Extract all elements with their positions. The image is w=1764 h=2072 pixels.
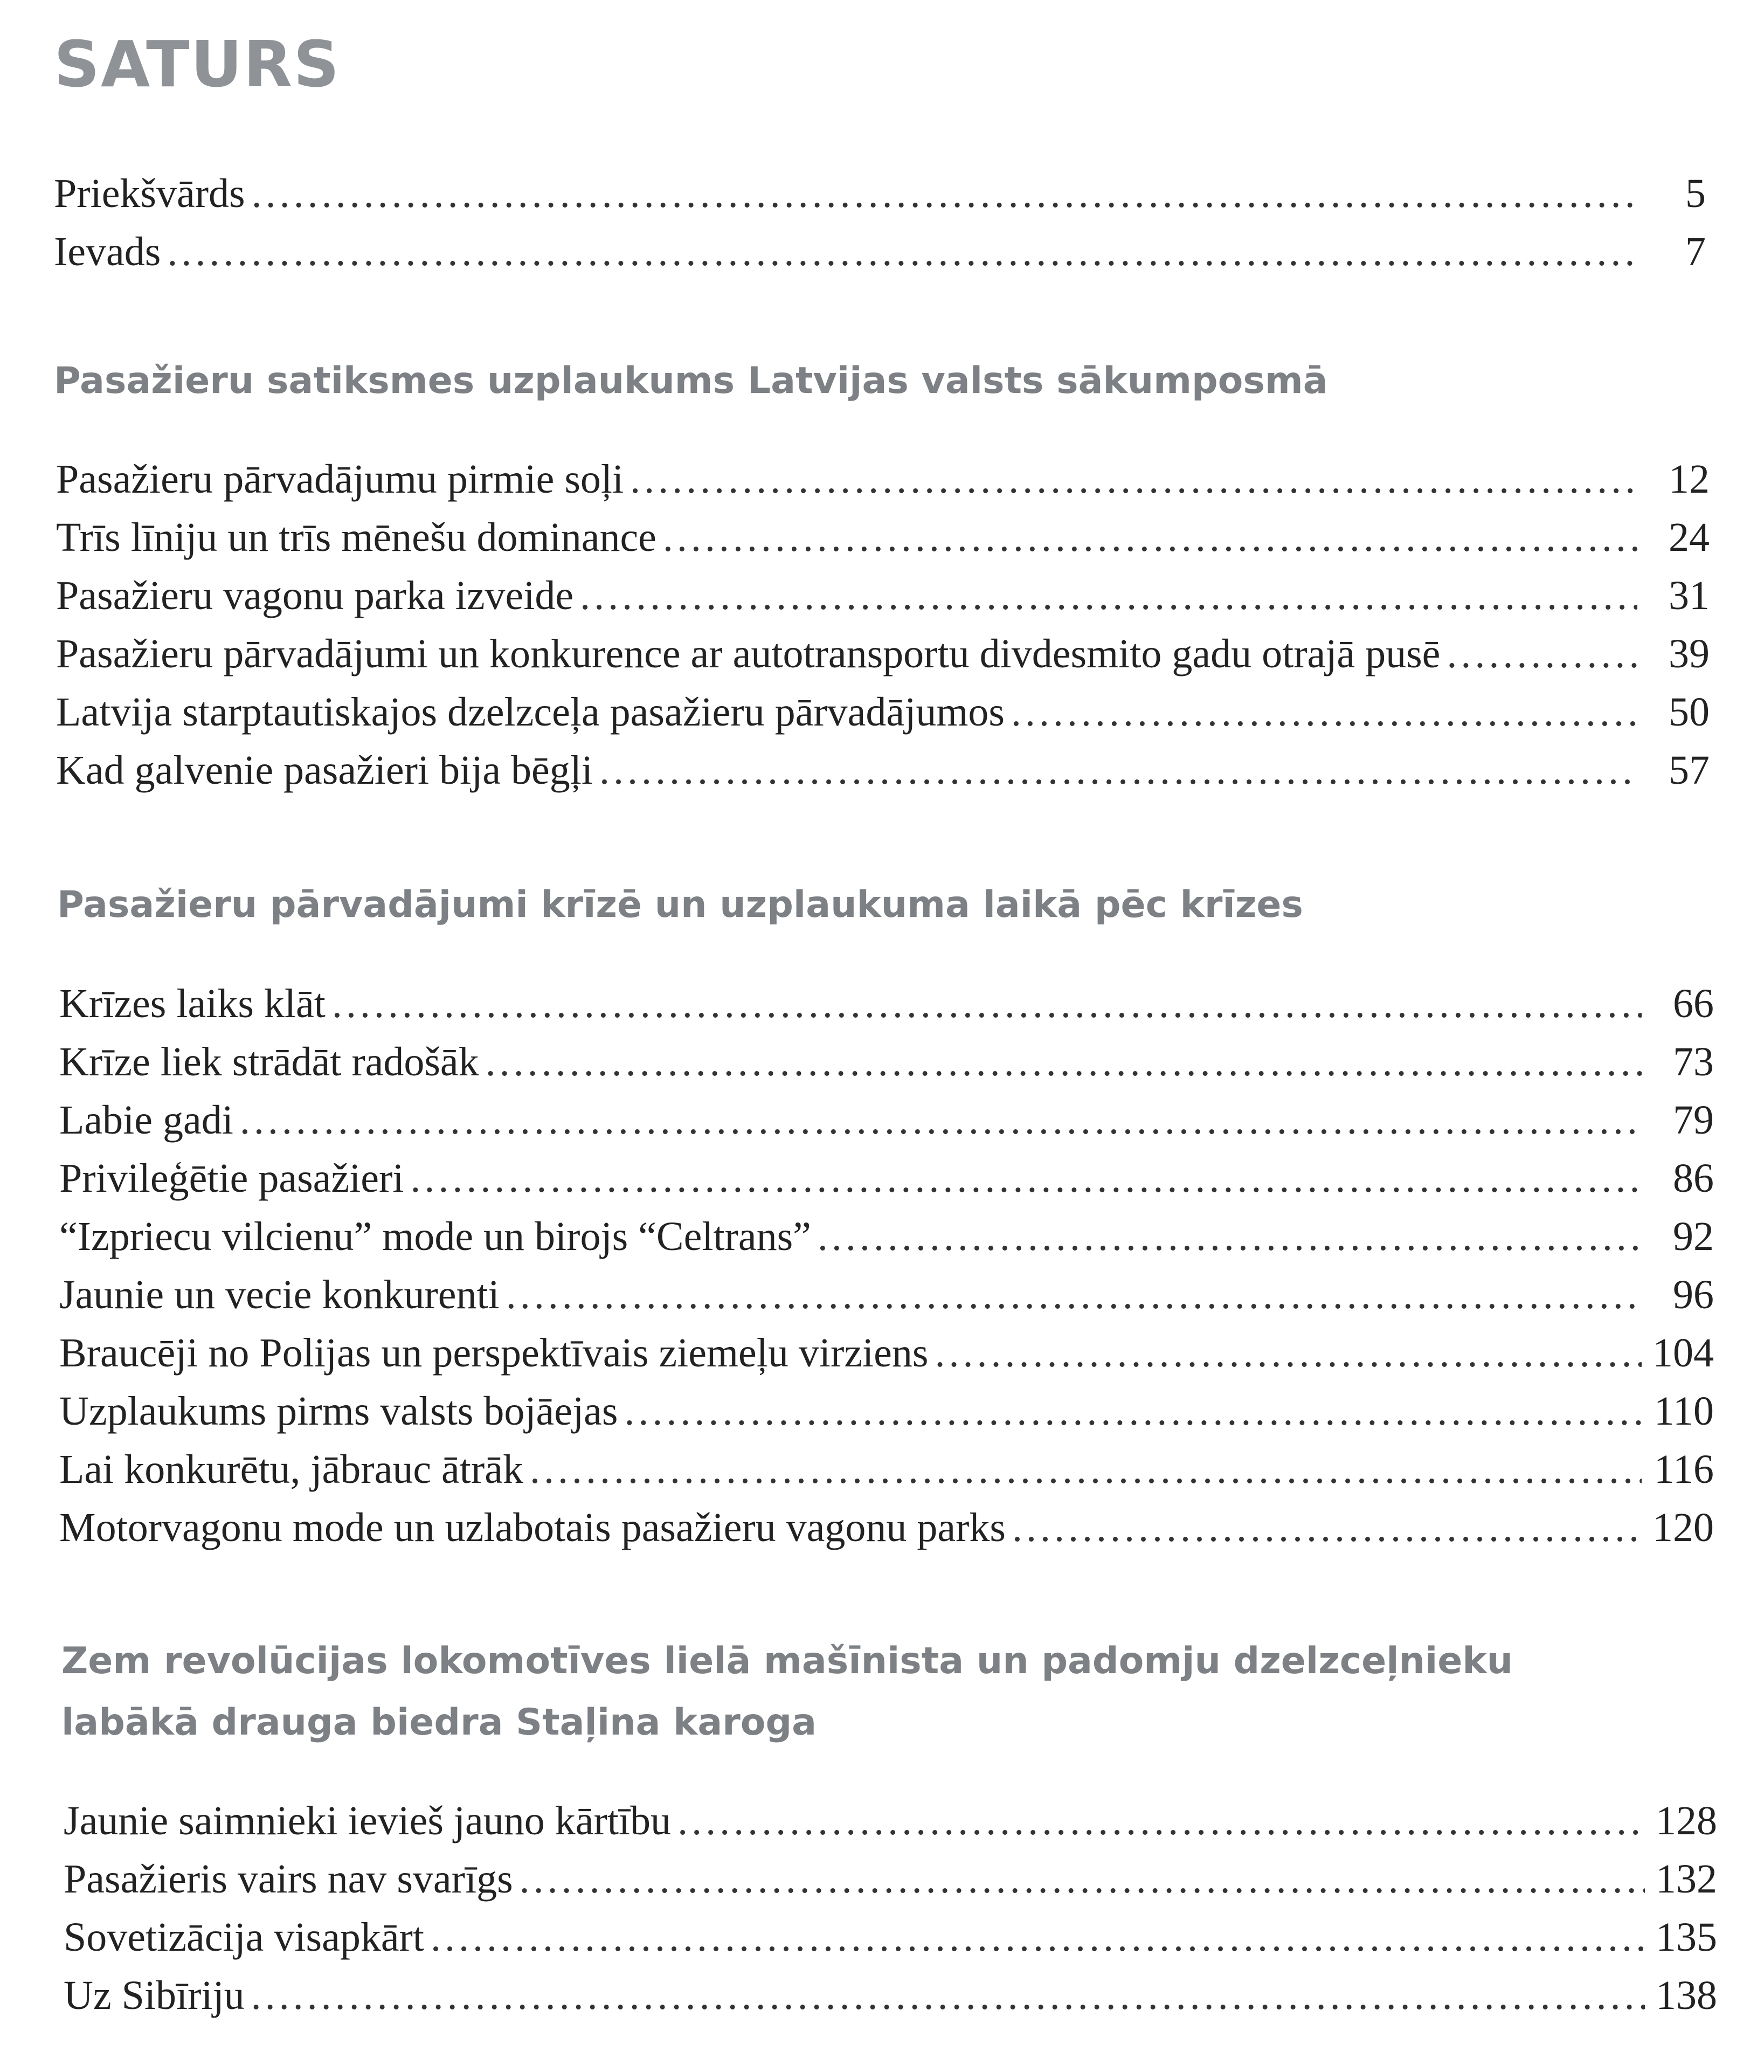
dot-leader xyxy=(624,1382,1642,1440)
dot-leader xyxy=(410,1149,1642,1207)
toc-entry-label: Priekšvārds xyxy=(54,171,245,216)
dot-leader xyxy=(520,1850,1645,1908)
dot-leader xyxy=(240,1091,1642,1149)
dot-leader xyxy=(167,223,1634,281)
toc-entry-page: 132 xyxy=(1656,1856,1717,1902)
toc-entry[interactable] xyxy=(59,975,1714,1033)
toc-entry-label: Pasažieru pārvadājumi un konkurence ar autotransportu divdesmito gadu otrajā pusē xyxy=(56,631,1441,676)
toc-entry[interactable] xyxy=(64,1850,1717,1908)
toc-entry-page: 128 xyxy=(1656,1798,1717,1843)
toc-entry[interactable] xyxy=(56,625,1710,683)
toc-entry-label: Latvija starptautiskajos dzelzceļa pasažieru pārvadājumos xyxy=(56,689,1005,735)
dot-leader xyxy=(252,164,1634,223)
toc-entry[interactable] xyxy=(64,1908,1717,1966)
toc-entry-label: Jaunie un vecie konkurenti xyxy=(59,1272,500,1317)
toc-entry[interactable] xyxy=(56,508,1710,567)
toc-entry-page: 57 xyxy=(1669,748,1710,793)
toc-entry-label: Pasažieru vagonu parka izveide xyxy=(56,573,574,618)
toc-entry[interactable] xyxy=(59,1324,1714,1382)
section-heading: Pasažieru pārvadājumi krīzē un uzplaukuma laikā pēc krīzes xyxy=(57,883,1303,926)
toc-entry-label: Uz Sibīriju xyxy=(64,1973,245,2018)
toc-entry[interactable] xyxy=(59,1149,1714,1207)
toc-entry-page: 116 xyxy=(1654,1447,1714,1492)
toc-entry-label: Labie gadi xyxy=(59,1097,233,1143)
toc-entry[interactable] xyxy=(59,1440,1714,1498)
toc-entry-page: 79 xyxy=(1673,1097,1714,1143)
toc-entry-page: 39 xyxy=(1669,631,1710,676)
toc-entry-page: 92 xyxy=(1673,1214,1714,1259)
toc-entry-page: 86 xyxy=(1673,1156,1714,1201)
dot-leader xyxy=(663,508,1637,567)
toc-entry-page: 110 xyxy=(1654,1389,1714,1434)
dot-leader xyxy=(1012,1498,1642,1557)
toc-entry[interactable] xyxy=(56,450,1710,508)
section-heading-line-1: Zem revolūcijas lokomotīves lielā mašīnista un padomju dzelzceļnieku xyxy=(61,1640,1513,1682)
dot-leader xyxy=(486,1033,1642,1091)
toc-entry[interactable] xyxy=(54,223,1706,281)
dot-leader xyxy=(630,450,1637,508)
toc-entry-label: Uzplaukums pirms valsts bojāejas xyxy=(59,1389,618,1434)
dot-leader xyxy=(677,1792,1645,1850)
toc-entry-page: 120 xyxy=(1652,1505,1714,1550)
dot-leader xyxy=(599,741,1637,799)
toc-entry[interactable] xyxy=(59,1207,1714,1266)
toc-entry[interactable] xyxy=(59,1091,1714,1149)
dot-leader xyxy=(818,1207,1642,1266)
toc-entry-page: 5 xyxy=(1685,171,1706,216)
toc-entry-page: 24 xyxy=(1669,515,1710,560)
toc-entry-label: Privileģētie pasažieri xyxy=(59,1156,404,1201)
toc-entry[interactable] xyxy=(56,683,1710,741)
section-heading-line-2: labākā drauga biedra Staļina karoga xyxy=(61,1701,817,1744)
toc-entry-label: Sovetizācija visapkārt xyxy=(64,1915,424,1960)
toc-entry-label: Krīze liek strādāt radošāk xyxy=(59,1039,479,1085)
dot-leader xyxy=(580,567,1637,625)
toc-entry-label: Motorvagonu mode un uzlabotais pasažieru vagonu parks xyxy=(59,1505,1006,1550)
toc-entry-page: 138 xyxy=(1656,1973,1717,2018)
toc-entry-label: Pasažieru pārvadājumu pirmie soļi xyxy=(56,457,624,502)
section-heading: Pasažieru satiksmes uzplaukums Latvijas valsts sākumposmā xyxy=(54,360,1328,402)
toc-entry-label: Krīzes laiks klāt xyxy=(59,981,326,1026)
toc-entry-label: Trīs līniju un trīs mēnešu dominance xyxy=(56,515,656,560)
toc-entry-page: 73 xyxy=(1673,1039,1714,1085)
toc-entry-page: 12 xyxy=(1669,457,1710,502)
toc-entry-page: 135 xyxy=(1656,1915,1717,1960)
toc-entry-label: Lai konkurētu, jābrauc ātrāk xyxy=(59,1447,523,1492)
toc-entry-page: 96 xyxy=(1673,1272,1714,1317)
toc-entry-label: Pasažieris vairs nav svarīgs xyxy=(64,1856,513,1902)
toc-entry[interactable] xyxy=(59,1033,1714,1091)
page-title: SATURS xyxy=(54,27,341,101)
toc-entry[interactable] xyxy=(59,1498,1714,1557)
toc-entry[interactable] xyxy=(59,1266,1714,1324)
toc-entry-page: 50 xyxy=(1669,689,1710,735)
toc-entry-page: 31 xyxy=(1669,573,1710,618)
dot-leader xyxy=(332,975,1642,1033)
toc-entry-label: Ievads xyxy=(54,229,161,274)
toc-entry[interactable] xyxy=(59,1382,1714,1440)
toc-entry[interactable] xyxy=(64,1792,1717,1850)
dot-leader xyxy=(1447,625,1637,683)
toc-entry-page: 66 xyxy=(1673,981,1714,1026)
toc-entry-page: 104 xyxy=(1652,1330,1714,1376)
dot-leader xyxy=(935,1324,1642,1382)
toc-entry[interactable] xyxy=(64,1966,1717,2025)
toc-entry-label: “Izpriecu vilcienu” mode un birojs “Celtrans” xyxy=(59,1214,811,1259)
toc-entry[interactable] xyxy=(56,741,1710,799)
dot-leader xyxy=(506,1266,1642,1324)
dot-leader xyxy=(431,1908,1645,1966)
toc-entry-page: 7 xyxy=(1685,229,1706,274)
toc-entry-label: Kad galvenie pasažieri bija bēgļi xyxy=(56,748,593,793)
toc-entry[interactable] xyxy=(56,567,1710,625)
toc-entry-label: Jaunie saimnieki ievieš jauno kārtību xyxy=(64,1798,672,1843)
dot-leader xyxy=(251,1966,1645,2025)
toc-entry-label: Braucēji no Polijas un perspektīvais ziemeļu virziens xyxy=(59,1330,929,1376)
dot-leader xyxy=(530,1440,1642,1498)
dot-leader xyxy=(1011,683,1637,741)
toc-entry[interactable] xyxy=(54,164,1706,223)
